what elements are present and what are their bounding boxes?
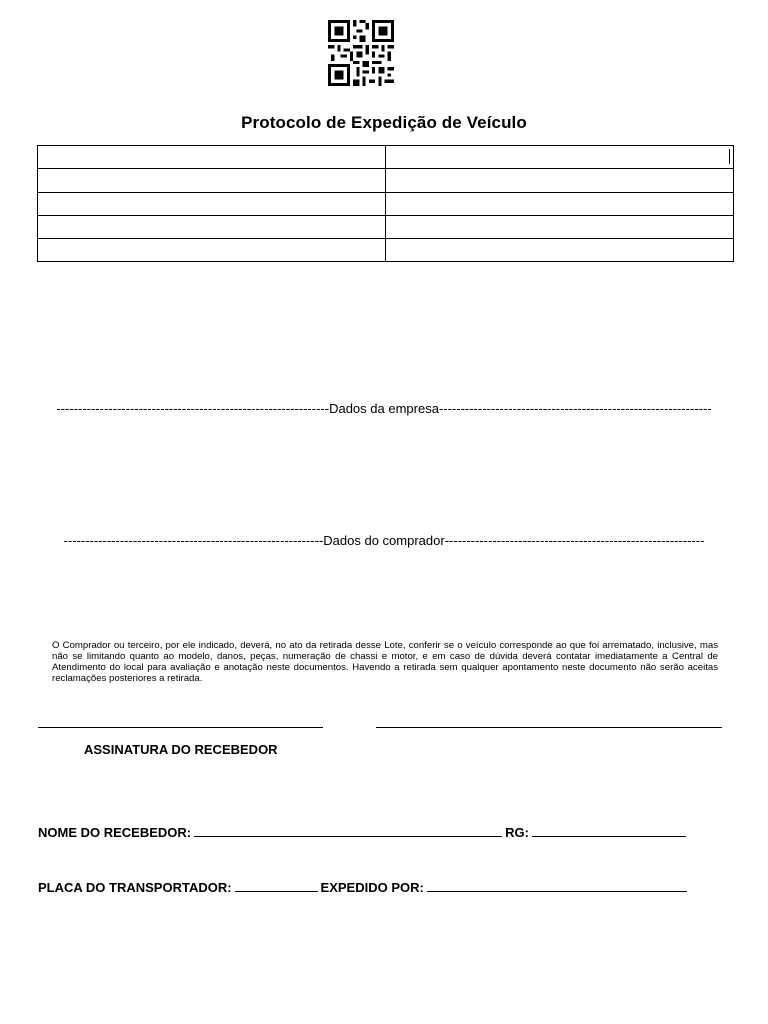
table-cell [386,215,734,238]
receiver-name-blank [194,825,502,837]
table-cell [38,169,386,192]
carrier-row [38,880,690,895]
shipped-by-blank [427,880,687,892]
buyer-dashes-right: ------------------------------------------------------------ [444,533,705,548]
table-cell [38,146,386,169]
table-row [38,192,734,215]
signature-label: ASSINATURA DO RECEBEDOR [84,742,278,757]
table-cell [386,239,734,262]
receiver-signature-line [38,727,323,728]
document-title: Protocolo de Expedição de Veículo [241,113,527,132]
second-signature-line [376,727,722,728]
receiver-name-label: NOME DO RECEBEDOR: [38,825,192,840]
table-cell [386,192,734,215]
rg-blank [532,825,686,837]
notice-paragraph: O Comprador ou terceiro, por ele indicado, deverá, no ato da retirada desse Lote, conferir se o veículo corresponde ao que foi arrematado, inclusive, mas não se limitando quanto ao modelo, danos, peças, numeração de chassi e motor, e em caso de dúvida deverá contatar imediatamente a Central de Atendimento do local para avaliação e anotação neste documentos. Havendo a retirada sem qualquer apontamento neste documento não serão aceitas reclamações posteriores a retirada. [52,640,718,684]
table-cell [386,169,734,192]
table-row [38,239,734,262]
company-dashes-left: --------------------------------------------------------------- [56,401,330,416]
buyer-dashes-left: ------------------------------------------------------------ [63,533,324,548]
buyer-section-label: Dados do comprador [323,533,445,548]
text-cursor [729,149,730,164]
table-cell [386,146,734,169]
rg-label: RG: [505,825,529,840]
qr-code-icon [326,20,396,86]
shipped-by-label: EXPEDIDO POR: [320,880,424,895]
carrier-plate-blank [235,880,318,892]
table-cell [38,215,386,238]
table-cell [38,239,386,262]
company-dashes-right: --------------------------------------------------------------- [438,401,712,416]
table-row [38,215,734,238]
company-section-label: Dados da empresa [329,401,439,416]
receiver-name-row [38,825,689,840]
company-section-divider [0,401,768,416]
carrier-plate-label: PLACA DO TRANSPORTADOR: [38,880,232,895]
table-row [38,146,734,169]
vehicle-info-table [37,145,734,262]
buyer-section-divider [0,533,768,548]
table-row [38,169,734,192]
table-cell [38,192,386,215]
